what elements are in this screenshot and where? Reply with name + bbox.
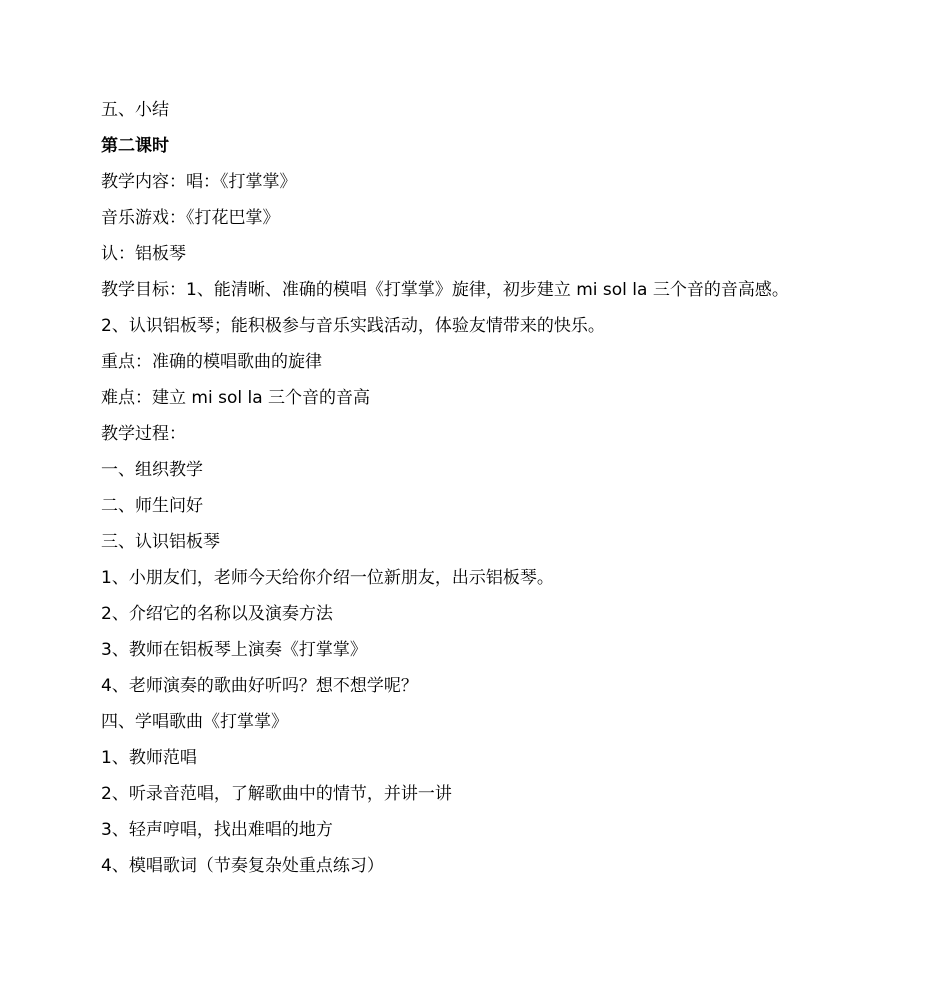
step-3-item-4: 4、老师演奏的歌曲好听吗？想不想学呢？ (101, 676, 418, 696)
difficult-point-line: 难点：建立 mi sol la 三个音的音高 (101, 388, 371, 408)
process-step-4: 四、学唱歌曲《打掌掌》 (101, 712, 288, 732)
step-3-item-3: 3、教师在铝板琴上演奏《打掌掌》 (101, 640, 367, 660)
lesson-two-heading: 第二课时 (101, 136, 169, 156)
process-step-3: 三、认识铝板琴 (101, 532, 220, 552)
step-4-item-4: 4、模唱歌词（节奏复杂处重点练习） (101, 856, 384, 876)
teaching-goal-line-2: 2、认识铝板琴；能积极参与音乐实践活动，体验友情带来的快乐。 (101, 316, 605, 336)
step-3-item-2: 2、介绍它的名称以及演奏方法 (101, 604, 333, 624)
section-summary-heading: 五、小结 (101, 100, 169, 120)
step-4-item-2: 2、听录音范唱，了解歌曲中的情节，并讲一讲 (101, 784, 452, 804)
key-point-line: 重点：准确的模唱歌曲的旋律 (101, 352, 322, 372)
process-step-2: 二、师生问好 (101, 496, 203, 516)
document-body (101, 92, 861, 884)
process-step-1: 一、组织教学 (101, 460, 203, 480)
step-4-item-3: 3、轻声哼唱，找出难唱的地方 (101, 820, 333, 840)
teaching-process-heading: 教学过程： (101, 424, 186, 444)
teaching-content-line: 教学内容：唱：《打掌掌》 (101, 172, 297, 192)
music-game-line: 音乐游戏：《打花巴掌》 (101, 208, 280, 228)
teaching-goal-line-1: 教学目标：1、能清晰、准确的模唱《打掌掌》旋律，初步建立 mi sol la 三个音的音高感。 (101, 280, 789, 300)
step-4-item-1: 1、教师范唱 (101, 748, 197, 768)
instrument-line: 认：铝板琴 (101, 244, 186, 264)
step-3-item-1: 1、小朋友们，老师今天给你介绍一位新朋友，出示铝板琴。 (101, 568, 554, 588)
